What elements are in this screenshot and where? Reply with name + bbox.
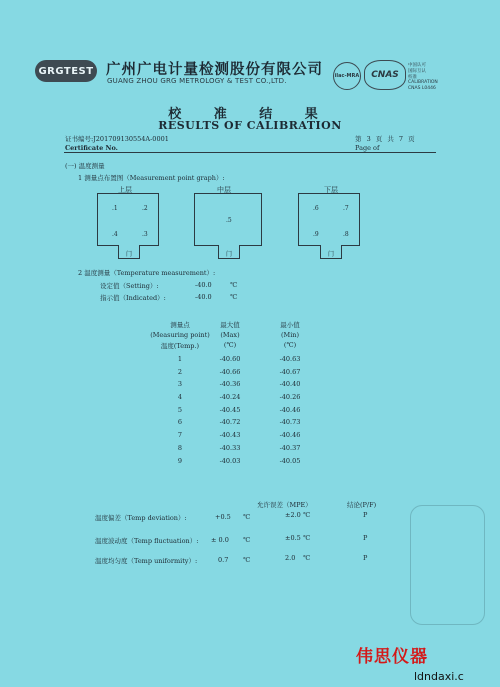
cell-min: -40.37	[279, 443, 301, 452]
upper-layer-label: 上层	[118, 186, 132, 194]
point-2: .2	[142, 205, 148, 212]
header-line: 最大值	[220, 321, 240, 329]
point-9: .9	[313, 231, 319, 238]
mpe-header: 允许误差（MPE）	[257, 501, 312, 509]
fluctuation-result: P	[363, 534, 368, 542]
table-row	[140, 380, 320, 393]
cell-point: 3	[177, 380, 183, 389]
table-row	[140, 418, 320, 431]
company-logo: GRGTEST	[35, 60, 97, 82]
table-row	[140, 368, 320, 381]
header-line: (℃)	[223, 341, 237, 349]
point-4: .4	[112, 231, 118, 238]
deviation-mpe-unit: ℃	[303, 511, 311, 519]
fluctuation-unit: ℃	[243, 536, 251, 544]
deviation-result: P	[363, 511, 368, 519]
point-8: .8	[343, 231, 349, 238]
cell-max: -40.03	[219, 456, 241, 465]
table-row	[140, 406, 320, 419]
door-label: 门	[225, 251, 232, 258]
setting-label: 设定值（Setting）:	[100, 282, 159, 290]
uniformity-unit: ℃	[243, 556, 251, 564]
uniformity-label: 温度均匀度（Temp uniformity）:	[95, 557, 198, 565]
header-line: 温度(Temp.)	[160, 342, 200, 350]
setting-value: -40.0	[195, 281, 212, 289]
fluctuation-mpe-unit: ℃	[303, 534, 311, 542]
point-1: .1	[112, 205, 118, 212]
point-5: .5	[226, 217, 232, 224]
cal-line: CNAS L0446	[408, 86, 436, 92]
cell-point: 1	[177, 355, 183, 363]
ilac-seal-icon: ilac-MRA	[333, 62, 361, 90]
col-min-header	[265, 320, 315, 349]
middle-layer-label: 中层	[217, 186, 231, 194]
table-row	[140, 355, 320, 368]
lower-layer-label: 下层	[324, 186, 338, 194]
cell-point: 2	[177, 367, 183, 376]
cell-point: 4	[177, 393, 183, 402]
indicated-value: -40.0	[195, 293, 212, 301]
cal-line: 中国认可	[408, 63, 426, 68]
table-row	[140, 431, 320, 444]
certificate-label-en: Certificate No.	[65, 144, 118, 152]
cell-min: -40.40	[279, 380, 301, 389]
upper-chamber	[97, 193, 159, 246]
door-label: 门	[327, 251, 334, 258]
indicated-label: 指示值（Indicated）:	[100, 294, 166, 302]
header-line: (℃)	[283, 341, 297, 349]
accreditation-block	[408, 63, 438, 92]
table-row	[140, 393, 320, 406]
header-line: (Max)	[220, 331, 240, 339]
header-line: (Min)	[281, 331, 299, 339]
cell-min: -40.73	[279, 418, 301, 427]
cell-point: 7	[177, 431, 183, 440]
measurement-graph-title: 1 测量点布置图（Measurement point graph）:	[78, 174, 225, 182]
cal-line: 国际互认	[408, 68, 426, 74]
page-number-en: Page of	[355, 144, 380, 152]
fluctuation-mpe: ±0.5	[285, 534, 301, 542]
cnas-seal-icon: CNAS	[364, 60, 406, 90]
watermark-text: 伟思仪器	[356, 647, 428, 667]
point-7: .7	[343, 205, 349, 212]
cell-min: -40.67	[279, 367, 301, 376]
header-line: 最小值	[280, 321, 300, 329]
lower-chamber	[298, 193, 360, 246]
cell-max: -40.66	[219, 367, 241, 376]
cell-point: 6	[177, 418, 183, 427]
cell-min: -40.26	[279, 393, 301, 402]
official-stamp	[410, 505, 485, 625]
deviation-label: 温度偏差（Temp deviation）:	[95, 514, 187, 522]
setting-unit: ℃	[230, 281, 238, 289]
cell-min: -40.05	[279, 456, 301, 465]
deviation-mpe: ±2.0	[285, 511, 301, 519]
cell-min: -40.46	[279, 405, 301, 414]
upper-door	[118, 245, 140, 259]
door-label: 门	[125, 251, 132, 258]
watermark-url: ldndaxi.c	[414, 670, 464, 683]
certificate-number: 证书编号:J201709130554A-0001	[65, 135, 169, 143]
middle-door	[218, 245, 240, 259]
cell-max: -40.60	[219, 355, 241, 363]
cell-min: -40.46	[279, 431, 301, 440]
cell-min: -40.63	[279, 355, 301, 363]
section-temperature-measurement: 2 温度测量（Temperature measurement）:	[78, 269, 216, 277]
deviation-value: +0.5	[215, 513, 231, 521]
table-row	[140, 444, 320, 457]
indicated-unit: ℃	[230, 293, 238, 301]
page-number-cn: 第 3 页 共 7 页	[355, 135, 415, 143]
cell-point: 9	[177, 456, 183, 465]
cell-max: -40.33	[219, 443, 241, 452]
cell-max: -40.24	[219, 393, 241, 402]
deviation-unit: ℃	[243, 513, 251, 521]
uniformity-result: P	[363, 554, 368, 562]
fluctuation-value: ± 0.0	[211, 536, 229, 544]
point-6: .6	[313, 205, 319, 212]
header-divider	[64, 152, 436, 153]
lower-door	[320, 245, 342, 259]
result-header: 结论(P/F)	[347, 501, 377, 509]
uniformity-mpe-unit: ℃	[303, 554, 311, 562]
cell-max: -40.72	[219, 418, 241, 427]
uniformity-value: 0.7	[218, 556, 229, 564]
uniformity-mpe: 2.0	[285, 554, 296, 562]
table-row	[140, 457, 320, 470]
header-line: 测量点	[170, 321, 190, 329]
title-en: RESULTS OF CALIBRATION	[158, 119, 342, 132]
section-temp-measure: (一) 温度测量	[65, 162, 105, 170]
title-cn: 校 准 结 果	[168, 107, 332, 122]
col-max-header	[205, 320, 255, 349]
point-3: .3	[142, 231, 148, 238]
cell-max: -40.43	[219, 431, 241, 440]
cal-line: 校准	[408, 74, 417, 80]
header-line: (Measuring point)	[150, 331, 210, 339]
cell-point: 8	[177, 443, 183, 452]
cell-max: -40.45	[219, 405, 241, 414]
company-name-cn: 广州广电计量检测股份有限公司	[106, 62, 323, 78]
company-name-en: GUANG ZHOU GRG METROLOGY & TEST CO.,LTD.	[107, 77, 287, 85]
data-table	[140, 355, 320, 469]
cell-max: -40.36	[219, 380, 241, 389]
cal-line: CALIBRATION	[408, 80, 438, 86]
cell-point: 5	[177, 405, 183, 414]
fluctuation-label: 温度波动度（Temp fluctuation）:	[95, 537, 199, 545]
